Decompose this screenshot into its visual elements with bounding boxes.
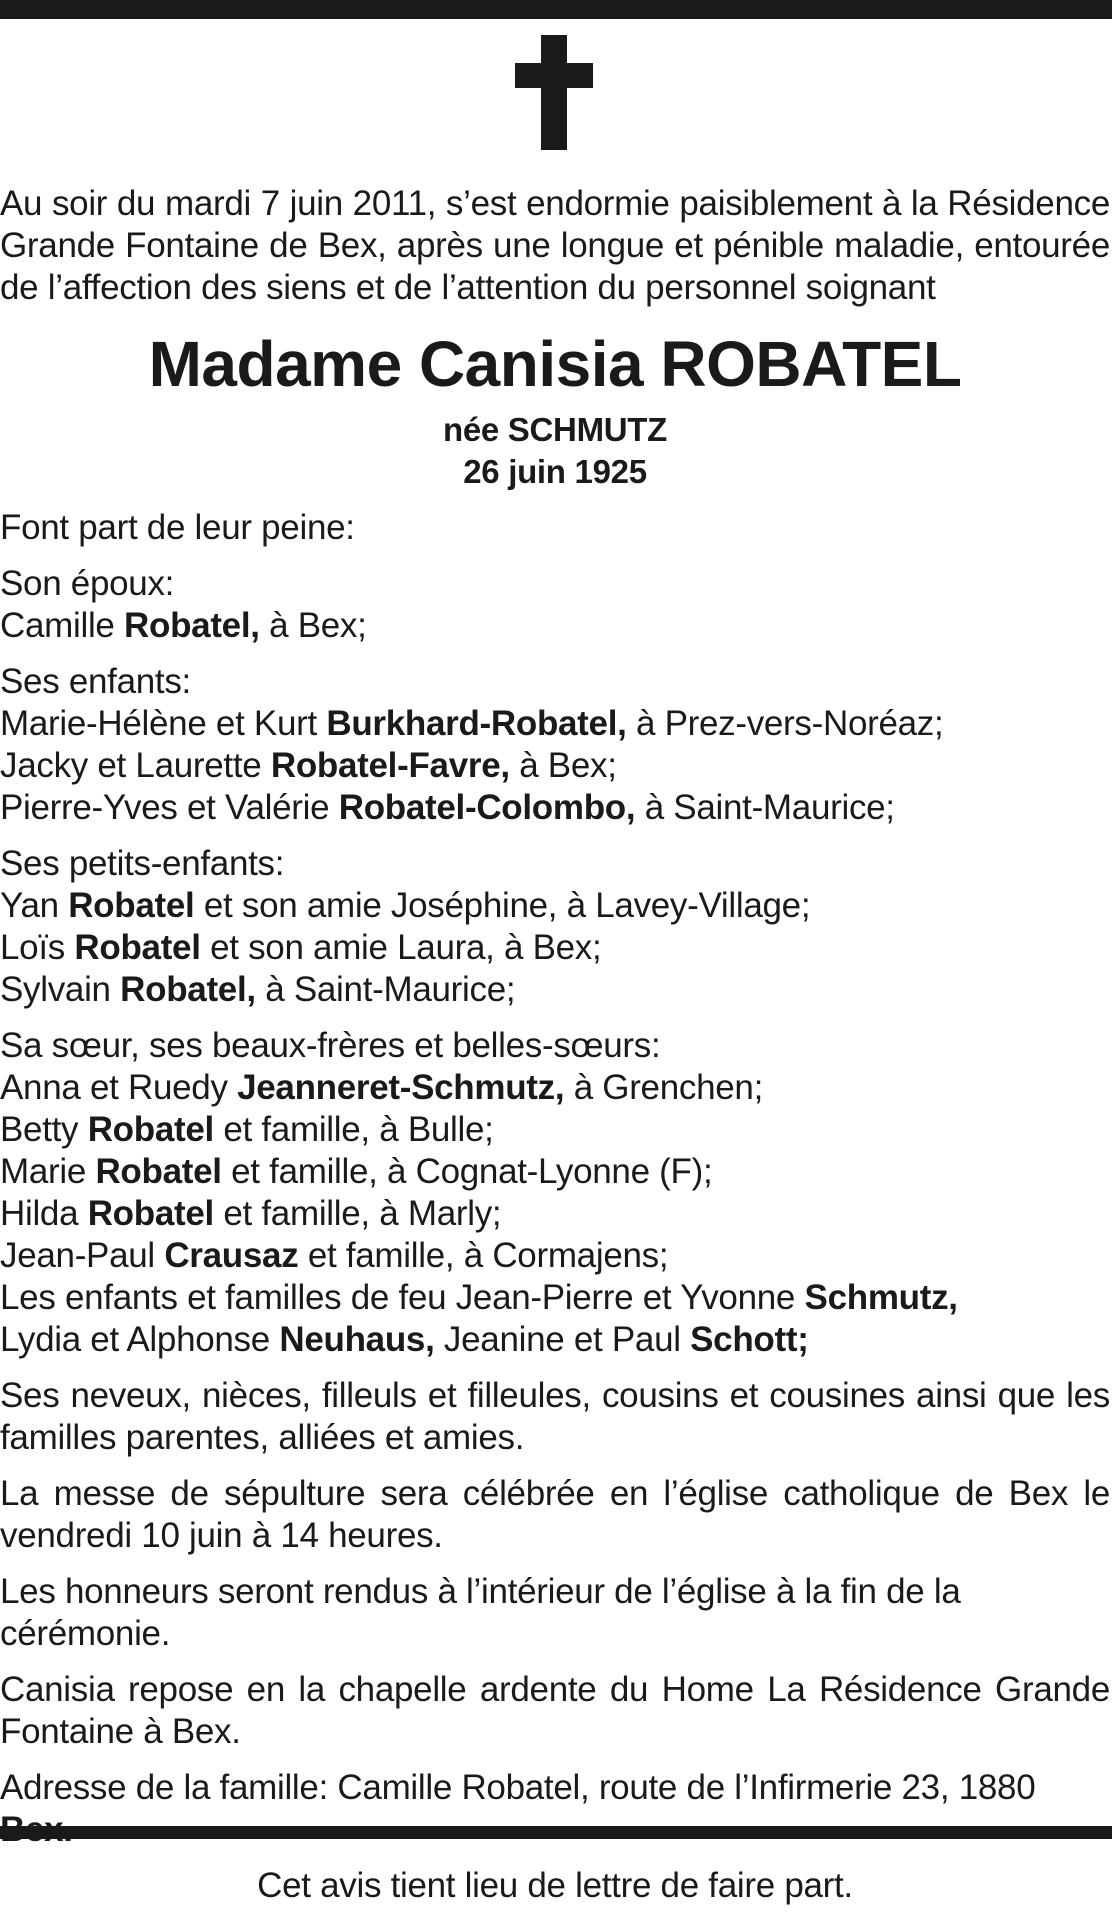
family-member [0,1067,1110,1109]
member-surname: Robatel [68,886,195,925]
member-text: Pierre-Yves et Valérie [0,788,339,827]
family-member [0,745,1110,787]
announcement: Font part de leur peine: [0,508,355,547]
member-text: à Saint-Maurice; [255,970,516,1009]
member-text: Marie [0,1152,96,1191]
member-surname: Neuhaus, [279,1320,435,1359]
paragraph-funeral-mass: La messe de sépulture sera célébrée en l’église catholique de Bex le vendredi 10 juin à 14 heures. [0,1474,1110,1555]
member-text: Loïs [0,928,75,967]
family-groups [0,563,1110,1361]
member-text: et famille, à Marly; [213,1194,502,1233]
family-member [0,885,1110,927]
family-group [0,1025,1110,1361]
member-text: à Prez-vers-Noréaz; [626,704,944,743]
member-text: et famille, à Cormajens; [298,1236,669,1275]
family-group [0,843,1110,1011]
member-text: et son amie Joséphine, à Lavey-Village; [194,886,811,925]
member-text: Hilda [0,1194,88,1233]
member-surname: Robatel-Favre, [270,746,510,785]
family-member [0,787,1110,829]
member-surname: Robatel [87,1194,214,1233]
member-text: Jeanine et Paul [434,1320,691,1359]
family-member [0,1277,1110,1319]
member-text: et famille, à Cognat-Lyonne (F); [221,1152,713,1191]
member-text: à Grenchen; [564,1068,764,1107]
member-surname: Schmutz, [804,1278,958,1317]
member-surname: Jeanneret-Schmutz, [237,1068,565,1107]
group-heading: Son époux: [0,564,175,603]
member-text: et famille, à Bulle; [213,1110,494,1149]
family-member [0,1109,1110,1151]
member-text: Sylvain [0,970,121,1009]
member-surname: Burkhard-Robatel, [326,704,627,743]
member-surname: Crausaz [164,1236,299,1275]
family-member [0,703,1110,745]
member-surname: Robatel [74,928,201,967]
bottom-border-rule [0,1826,1112,1839]
obituary-body [0,183,1110,1921]
family-member [0,1193,1110,1235]
top-border-rule [0,0,1112,19]
member-surname: Schott; [690,1320,809,1359]
birth-date: 26 juin 1925 [463,453,647,490]
member-text: Betty [0,1110,88,1149]
paragraph-chapel: Canisia repose en la chapelle ardente du Home La Résidence Grande Fontaine à Bex. [0,1670,1110,1751]
member-surname: Robatel, [124,606,260,645]
member-text: Jacky et Laurette [0,746,271,785]
member-text: à Bex; [259,606,367,645]
latin-cross-icon [515,35,593,150]
member-text: Jean-Paul [0,1236,165,1275]
member-surname: Robatel, [120,970,256,1009]
paragraph-honours: Les honneurs seront rendus à l’intérieur de l’église à la fin de la cérémonie. [0,1572,961,1653]
family-member [0,927,1110,969]
deceased-name: Madame Canisia ROBATEL [148,328,962,400]
member-surname: Robatel [87,1110,214,1149]
family-member [0,1151,1110,1193]
family-member [0,969,1110,1011]
family-group [0,661,1110,829]
member-text: à Bex; [509,746,617,785]
group-heading: Ses petits-enfants: [0,844,285,883]
member-text: Anna et Ruedy [0,1068,238,1107]
member-text: Marie-Hélène et Kurt [0,704,327,743]
member-surname: Robatel [95,1152,222,1191]
member-text: Les enfants et familles de feu Jean-Pierre et Yvonne [0,1278,805,1317]
closing-note: Cet avis tient lieu de lettre de faire part. [257,1866,853,1905]
intro-paragraph: Au soir du mardi 7 juin 2011, s’est endormie paisiblement à la Résidence Grande Fontaine de Bex, après une longue et pénible maladie, entourée de l’affection des siens et de l’attention du personnel soignant [0,184,1110,307]
family-member [0,1319,1110,1361]
family-group [0,563,1110,647]
member-text: Yan [0,886,69,925]
member-text: Camille [0,606,125,645]
group-heading: Sa sœur, ses beaux-frères et belles-sœurs: [0,1026,661,1065]
member-text: Lydia et Alphonse [0,1320,280,1359]
member-surname: Robatel-Colombo, [338,788,636,827]
maiden-name: née SCHMUTZ [442,411,668,448]
address-text: Adresse de la famille: Camille Robatel, route de l’Infirmerie 23, 1880 [0,1768,1036,1807]
paragraph-relatives: Ses neveux, nièces, filleuls et filleules, cousins et cousines ainsi que les familles parentes, alliées et amies. [0,1376,1110,1457]
member-text: à Saint-Maurice; [635,788,895,827]
group-heading: Ses enfants: [0,662,191,701]
member-text: et son amie Laura, à Bex; [200,928,602,967]
family-member [0,1235,1110,1277]
family-member [0,605,1110,647]
